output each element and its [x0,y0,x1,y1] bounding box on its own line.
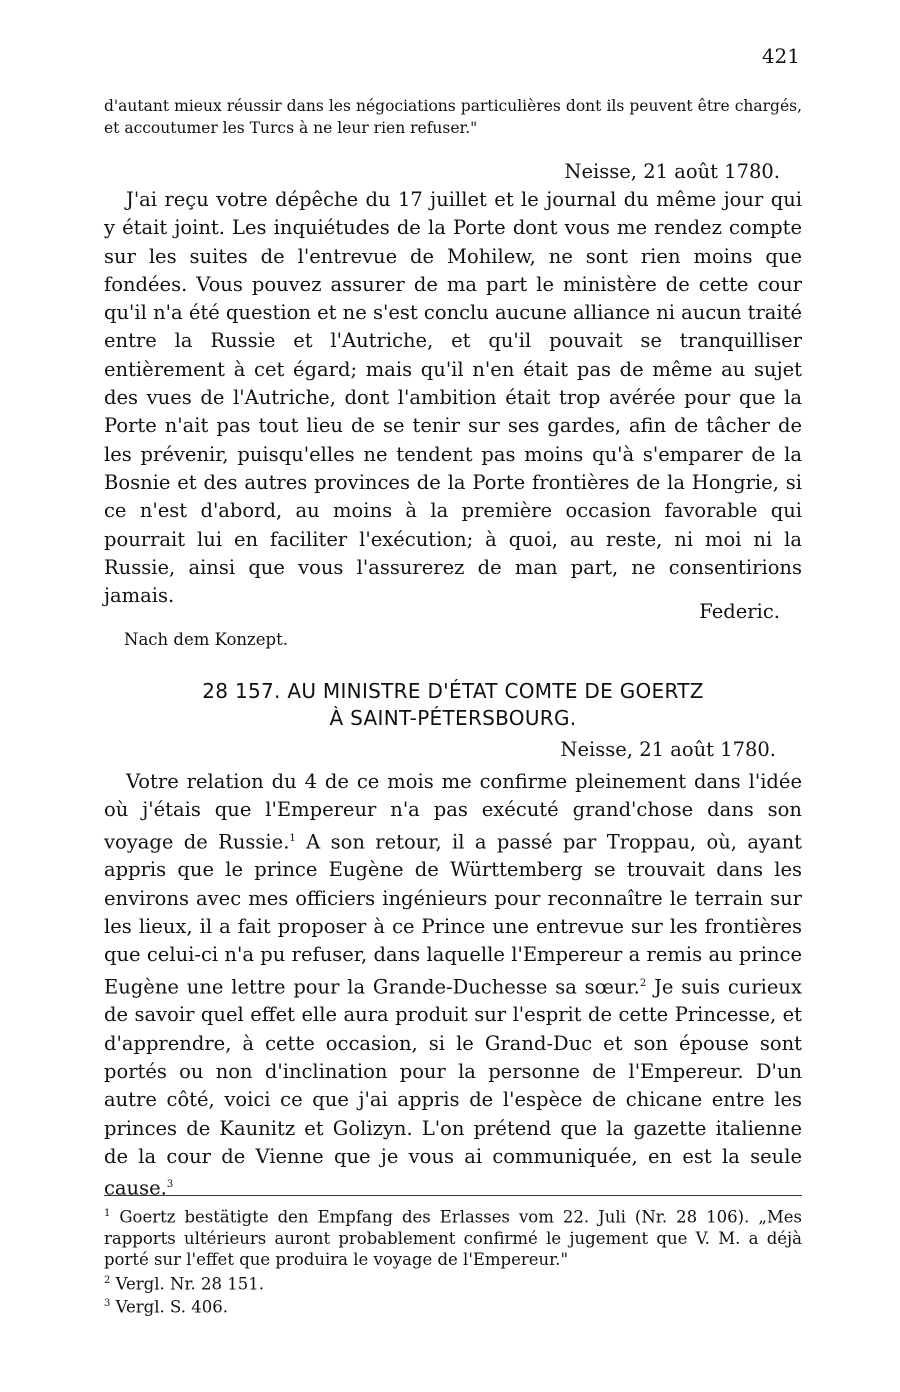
letter-2-heading [104,678,802,732]
source-note: Nach dem Konzept. [124,630,288,649]
heading-line-2: À SAINT-PÉTERSBOURG. [329,706,577,730]
signature: Federic. [699,600,780,623]
page-number: 421 [761,44,800,68]
letter-1-paragraph: J'ai reçu votre dépêche du 17 juillet et le journal du même jour qui y était joint. Les inquiétudes de la Porte dont vous me rendez compte sur les suites de l'entrevue de Mohilew, ne sont rien moins que fondées. Vous pouvez assurer de ma part le ministère de cette cour qu'il n'a été question et ne s'est conclu aucune alliance ni aucun traité entre la Russie et l'Autriche, et qu'il pouvait se tranquilliser entièrement à cet égard; mais qu'il n'en était pas de même au sujet des vues de l'Autriche, dont l'ambition était trop avérée pour que la Porte n'ait pas tout lieu de se tenir sur ses gardes, afin de tâcher de les prévenir, puisqu'elles ne tendent pas moins qu'à s'emparer de la Bosnie et des autres provinces de la Porte frontières de la Hongrie, si ce n'est d'abord, au moins à la première occasion favorable qui pourrait lui en faciliter l'exécution; à quoi, au reste, ni moi ni la Russie, ainsi que vous l'assurerez de man part, ne consentirions jamais. [104,188,803,608]
footnote-ref-1: 1 [289,832,296,844]
footnote-3 [104,1293,802,1318]
footnote-mark-1: 1 [104,1208,111,1219]
heading-line-1: 28 157. AU MINISTRE D'ÉTAT COMTE DE GOERTZ [202,679,704,703]
footnote-2 [104,1270,802,1295]
dateline-letter-1: Neisse, 21 août 1780. [564,160,780,183]
footnote-ref-3: 3 [166,1179,174,1191]
dateline-letter-2: Neisse, 21 août 1780. [560,738,776,761]
footnote-text-1: Goertz bestätigte den Empfang des Erlasses vom 22. Juli (Nr. 28 106). „Mes rapports ultérieurs auront probablement confirmé le jugement que V. M. a déjà porté sur l'effet que produira le voyage de l'Empereur." [104,1207,802,1269]
footnote-text-2: Vergl. Nr. 28 151. [110,1274,264,1294]
letter-2-body [104,768,802,1203]
letter-2-paragraph [104,768,802,1203]
carryover-paragraph: d'autant mieux réussir dans les négociations particulières dont ils peuvent être chargés, et accoutumer les Turcs à ne leur rien refuser." [104,97,802,137]
footnote-mark-3: 3 [104,1298,111,1309]
footnote-ref-2: 2 [639,977,647,989]
footnote-text-3: Vergl. S. 406. [110,1297,228,1317]
footnote-mark-2: 2 [104,1275,111,1286]
footnote-separator [104,1195,802,1196]
letter-2-text-part-3: Je suis curieux de savoir quel effet elle aura produit sur l'esprit de cette Princesse, et d'apprendre, à cette occasion, si le Grand-Duc et son épouse sont portés ou non d'inclination pour la personne de l'Empereur. D'un autre côté, voici ce que j'ai appris de l'espèce de chicane entre les princes de Kaunitz et Golizyn. L'on prétend que la gazette italienne de la cour de Vienne que je vous ai communiquée, en est la seule cause. [104,975,802,1200]
letter-2-text-part-2: A son retour, il a passé par Troppau, où, ayant appris que le prince Eugène de Württemberg se trouvait dans les environs avec mes officiers ingénieurs pour reconnaître le terrain sur les lieux, il a fait proposer à ce Prince une entrevue sur les frontières que celui-ci n'a pu refuser, dans laquelle l'Empereur a remis au prince Eugène une lettre pour la Grande-Duchesse sa sœur. [104,830,803,999]
footnote-1 [104,1203,802,1270]
letter-2-text-part-1: Votre relation du 4 de ce mois me confirme pleinement dans l'idée où j'étais que l'Empereur n'a pas exécuté grand'chose dans son voyage de Russie. [104,770,802,854]
letter-1-body [104,186,802,610]
